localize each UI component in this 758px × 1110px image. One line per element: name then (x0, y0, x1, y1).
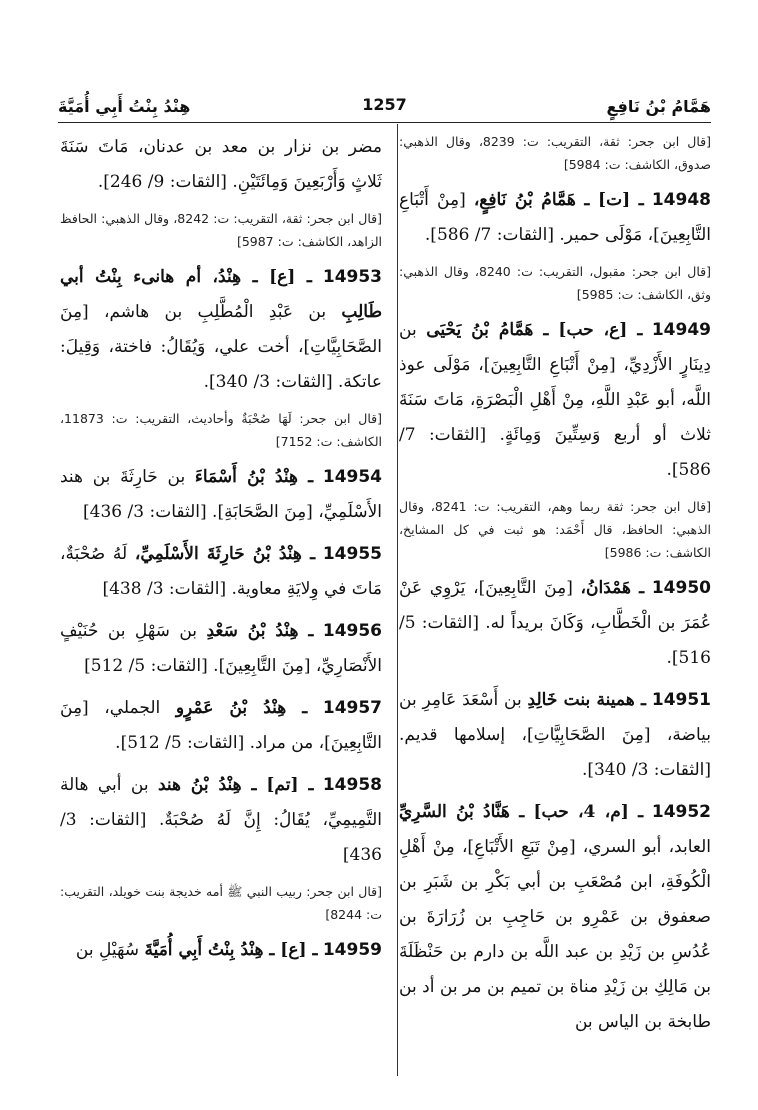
running-title-left: هِنْدُ بِنْتُ أَبِي أُمَيَّةَ (58, 97, 191, 116)
entry-number: 14958 (322, 775, 382, 795)
entry-number: 14948 (651, 190, 711, 210)
entry-heading: ـ [ع، حب] ـ هَمَّامُ بْنُ يَحْيَى (426, 320, 643, 340)
entry (60, 691, 382, 761)
entry-number: 14956 (322, 621, 382, 641)
entry-number: 14953 (322, 267, 382, 287)
note-text: [قال ابن جحر: ثقة، التقريب: ت: 8242، وقال الذهبي: الحافظ الزاهد، الكاشف: ت: 5987] (60, 211, 382, 249)
entry-number: 14952 (651, 802, 711, 822)
entry (399, 795, 711, 1040)
entry-heading: ـ [ت] ـ هَمَّامُ بْنُ نَافِعٍ، (473, 190, 644, 210)
entry-text: بن أبي هالة التَّمِيمِيِّ، يُقَالُ: إِنَّ لَهُ صُحْبَةٌ. [الثقات: 3/ 436] (60, 775, 382, 865)
entry-text: بن عَبْدِ الْمُطَّلِبِ بن هاشم، [مِنَ الصَّحَابِيَّاتِ]، أخت علي، وَيُقَالُ: فاختة، وَقِيلَ: عاتكة. [الثقات: 3/ 340]. (60, 302, 382, 392)
entry (60, 768, 382, 873)
entry-number: 14950 (651, 578, 711, 598)
entry-text: بن دِينَارٍ الأَزْدِيِّ، [مِنْ أَتْبَاعِ التَّابِعِينَ]، مَوْلَى عوذ اللَّه، أبو عَبْدِ اللَّهِ، مِنْ أَهْلِ الْبَصْرَةِ، مَاتَ سَنَةَ ثلاث أو أربع وَسِتِّينَ وَمِائَةٍ. [الثقات: 7/ 586]. (399, 320, 711, 480)
entry (60, 130, 382, 200)
column-divider (397, 124, 398, 1076)
entry (60, 260, 382, 400)
entry (60, 537, 382, 607)
source-note (60, 880, 382, 926)
page-header (58, 78, 711, 123)
entry-text: الجملي، [مِنَ التَّابِعِينَ]، من مراد. [الثقات: 5/ 512]. (60, 698, 382, 753)
entry-heading: ـ [م، 4، حب] ـ هَنَّادُ بْنُ السَّرِيِّ (399, 802, 644, 822)
note-text: [قال ابن جحر: ربيب النبي ﷺ أمه خديجة بنت خويلد، التقريب: ت: 8244] (60, 884, 382, 922)
entry (399, 313, 711, 488)
entry-heading: ـ هِنْدُ بْنُ حَارِثَةَ الأَسْلَمِيِّ، (134, 544, 316, 564)
entry-text: [مِنَ التَّابِعِينَ]، يَرْوِي عَنْ عُمَرَ بن الْخَطَّابِ، وَكَانَ بريداً له. [الثقات: 5/ 516]. (399, 578, 711, 668)
entry-heading: ـ [تم] ـ هِنْدُ بْنُ هند (157, 775, 314, 795)
entry (60, 933, 382, 968)
entry-heading: ـ [ع] ـ هِنْدُ بِنْتُ أَبِي أُمَيَّةَ (144, 940, 318, 960)
right-column (399, 130, 711, 1080)
entry-text: العابد، أبو السري، [مِنْ تَبَعِ الأَتْبَاعِ]، مِنْ أَهْلِ الْكُوفَةِ، ابن مُصْعَبِ بن أبي بَكْرِ بن شَبَرِ بن صعفوق بن عَمْرِو بن حَاجِبِ بن زُرَارَةَ بن عُدُسِ بن زَيْدِ بن عبد اللَّه بن دارم بن حَنْظَلَةَ بن مَالِكِ بن زَيْدِ مناة بن تميم بن مر بن أد بن طابخة بن الياس بن (399, 837, 711, 1032)
entry-text: لَهُ صُحْبَةٌ، مَاتَ في وِلايَةِ معاوية. [الثقات: 3/ 438] (60, 544, 382, 599)
entry-number: 14954 (322, 467, 382, 487)
entry-heading: ـ هِنْدُ بْنُ أَسْمَاءَ (194, 467, 314, 487)
entry-number: 14951 (651, 690, 711, 710)
entry-text: [مِنْ أَتْبَاعِ التَّابِعِينَ]، مَوْلَى حمير. [الثقات: 7/ 586]. (399, 190, 711, 245)
source-note (60, 207, 382, 253)
source-note (399, 495, 711, 564)
running-title-right: هَمَّامُ بْنُ نَافِعٍ (606, 97, 711, 116)
entry-number: 14959 (322, 940, 382, 960)
entry-heading: ـ هِنْدُ بْنُ سَعْدِ (206, 621, 314, 641)
source-note (399, 260, 711, 306)
left-column (60, 130, 382, 1080)
entry-heading: ـ [ع] ـ هِنْدُ، أم هانىء بِنْتُ أبي طَالِبِ (60, 267, 382, 322)
entry-heading: ـ همينة بنت خَالِدِ (527, 690, 647, 710)
entry (60, 460, 382, 530)
source-note (60, 407, 382, 453)
note-text: [قال ابن جحر: ثقة، التقريب: ت: 8239، وقال الذهبي: صدوق، الكاشف: ت: 5984] (399, 134, 711, 172)
entry (399, 183, 711, 253)
source-note (399, 130, 711, 176)
page-number: 1257 (362, 95, 407, 114)
entry-number: 14957 (322, 698, 382, 718)
entry-text: بن حَارِثَةَ بن هند الأَسْلَمِيِّ، [مِنَ الصَّحَابَةِ]. [الثقات: 3/ 436] (60, 467, 382, 522)
entry-heading: ـ هِنْدُ بْنُ عَمْرٍو (175, 698, 308, 718)
entry-text: سُهَيْلِ بن (75, 940, 140, 960)
entry-text: بن أَسْعَدَ عَامِرِ بن بياضة، [مِنَ الصَّحَابِيَّاتِ]، إسلامها قديم. [الثقات: 3/ 340]. (399, 690, 711, 780)
entry-number: 14949 (651, 320, 711, 340)
entry-number: 14955 (322, 544, 382, 564)
entry (399, 571, 711, 676)
note-text: [قال ابن جحر: مقبول، التقريب: ت: 8240، وقال الذهبي: وثق، الكاشف: ت: 5985] (399, 264, 711, 302)
entry (399, 683, 711, 788)
entry-heading: ـ هَمْدَانُ، (580, 578, 645, 598)
entry-text: بن سَهْلِ بن حُنَيْفٍ الأَنْصَارِيِّ، [مِنَ التَّابِعِينَ]. [الثقات: 5/ 512] (60, 621, 382, 676)
note-text: [قال ابن جحر: ثقة ربما وهم، التقريب: ت: 8241، وقال الذهبي: الحافظ، قال أَحْمَد: هو ثبت في كل المشايخ، الكاشف: ت: 5986] (399, 499, 711, 560)
entry (60, 614, 382, 684)
note-text: [قال ابن جحر: لَهَا صُحْبَةٌ وأحاديث، التقريب: ت: 11873، الكاشف: ت: 7152] (60, 411, 382, 449)
entry-text: مضر بن نزار بن معد بن عدنان، مَاتَ سَنَةَ ثَلاثٍ وَأَرْبَعِينَ وَمِائَتَيْنِ. [الثقات: 9/ 246]. (60, 137, 382, 192)
